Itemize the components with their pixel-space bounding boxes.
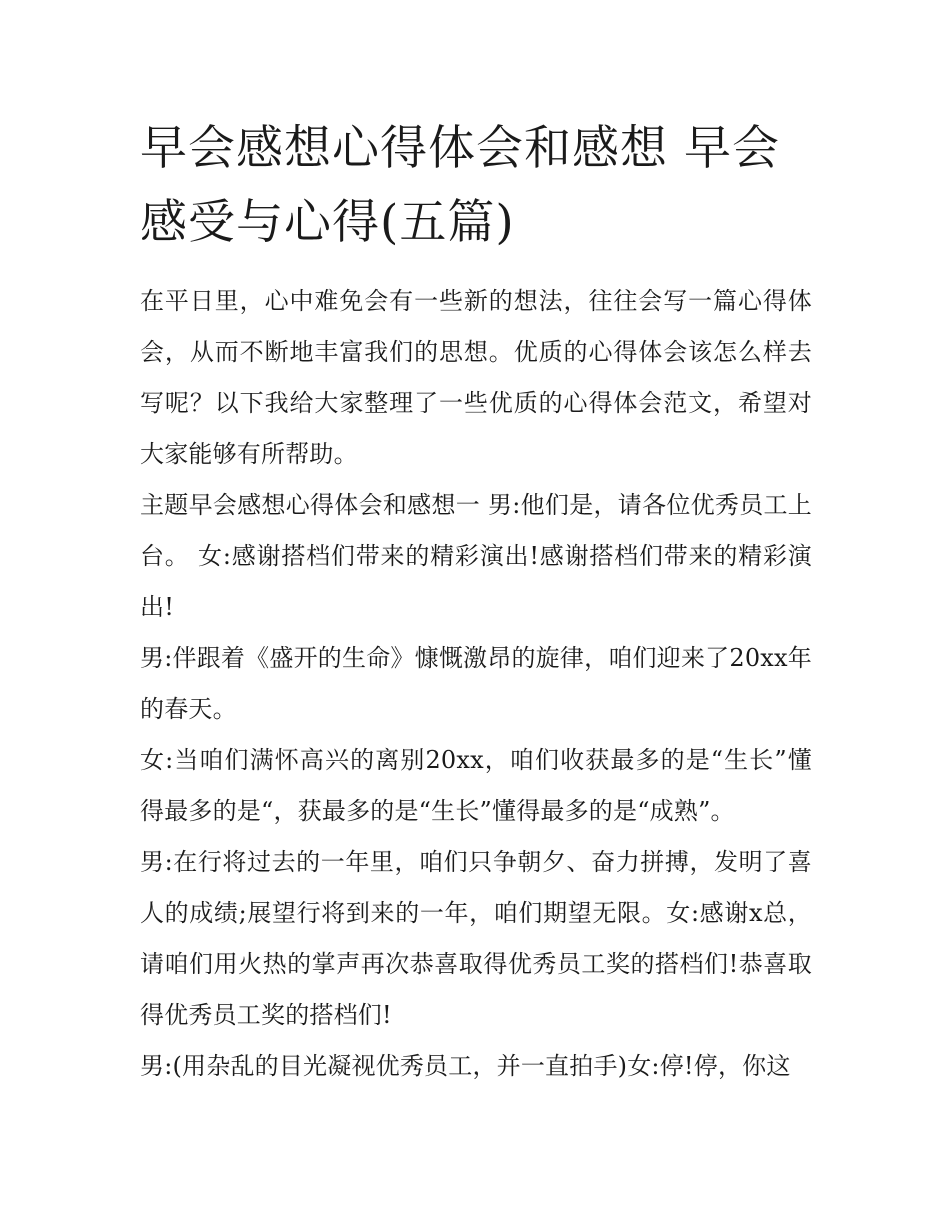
document-body: [140, 112, 812, 1092]
paragraph-male-applause: 男:(用杂乱的目光凝视优秀员工，并一直拍手)女:停!停，你这: [140, 1052, 791, 1080]
paragraph-intro: 在平日里，心中难免会有一些新的想法，往往会写一篇心得体会，从而不断地丰富我们的思想。优质的心得体会该怎么样去写呢？以下我给大家整理了一些优质的心得体会范文，希望对大家能够有所帮助。: [140, 287, 812, 468]
document-title: 早会感想心得体会和感想 早会感受与心得(五篇): [140, 121, 780, 250]
paragraph-male-year: 男:在行将过去的一年里，咱们只争朝夕、奋力拼搏，发明了喜人的成绩;展望行将到来的一年，咱们期望无限。女:感谢x总，请咱们用火热的掌声再次恭喜取得优秀员工奖的搭档们!恭喜取得优秀员工奖的搭档们!: [140, 848, 812, 1029]
paragraph-topic-one: 主题早会感想心得体会和感想一 男:他们是，请各位优秀员工上台。 女:感谢搭档们带来的精彩演出!感谢搭档们带来的精彩演出!: [140, 491, 812, 621]
paragraph-female-harvest: 女:当咱们满怀高兴的离别20xx，咱们收获最多的是“生长”懂得最多的是“，获最多的是“生长”懂得最多的是“成熟”。: [140, 746, 812, 825]
paragraph-male-spring: 男:伴跟着《盛开的生命》慷慨激昂的旋律，咱们迎来了20xx年的春天。: [140, 644, 812, 723]
